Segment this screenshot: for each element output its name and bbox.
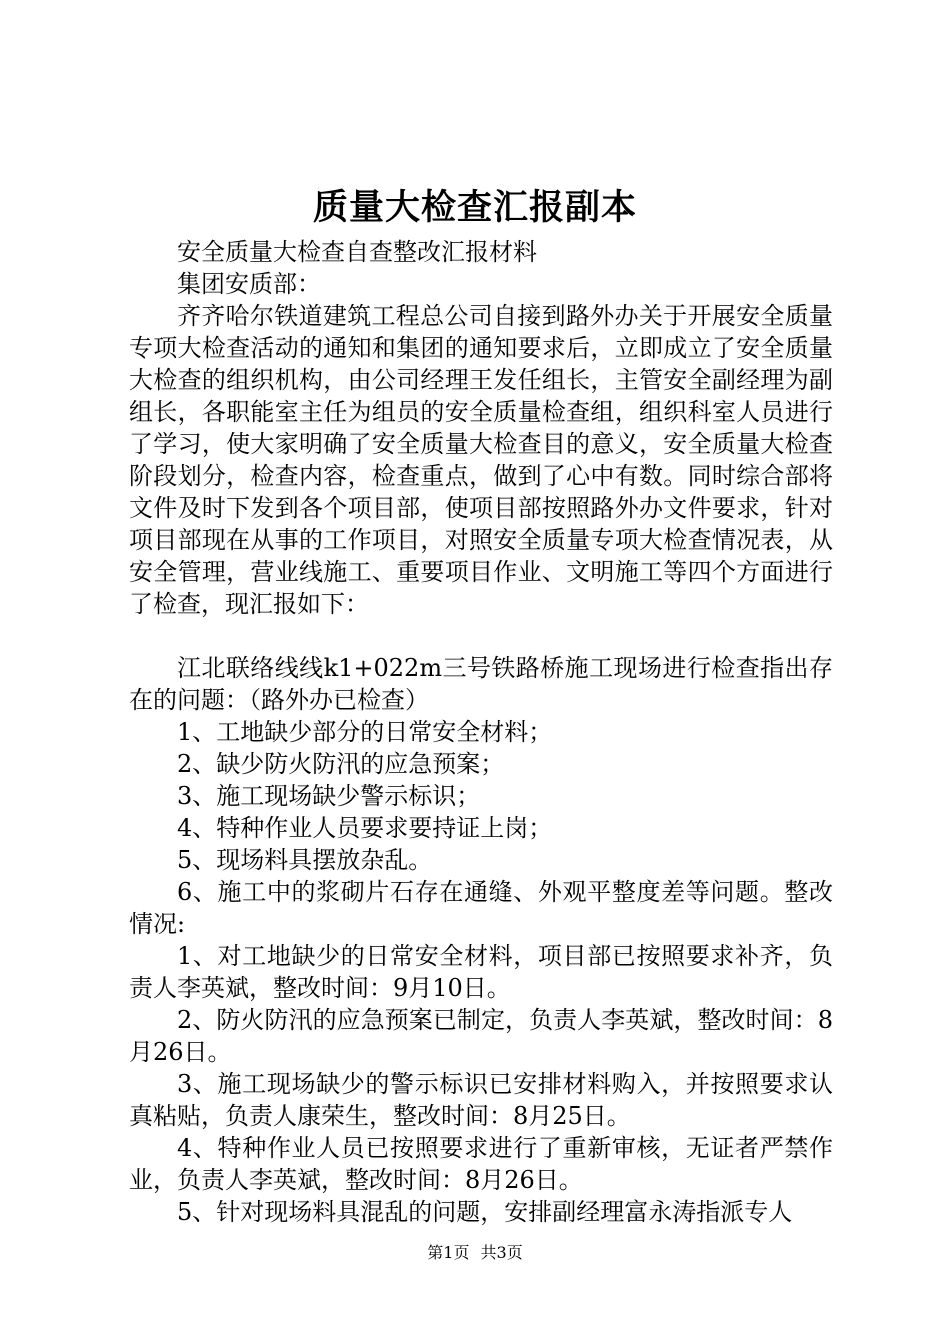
issue-item-2: 2、缺少防火防汛的应急预案； [177, 750, 505, 778]
issue-item-5: 5、现场料具摆放杂乱。 [177, 846, 433, 874]
page-number: 第1页 [427, 1243, 470, 1262]
rectification-item-3: 3、施工现场缺少的警示标识已安排材料购入，并按照要求认真粘贴，负责人康荣生，整改时间：8月25日。 [129, 1070, 833, 1130]
paragraph-inspection: 江北联络线线k1+022m三号铁路桥施工现场进行检查指出存在的问题：（路外办已检查） [129, 654, 833, 714]
paragraph-blank [129, 620, 833, 652]
issue-item-1: 1、工地缺少部分的日常安全材料； [177, 718, 553, 746]
rectification-item-5: 5、针对现场料具混乱的问题，安排副经理富永涛指派专人 [177, 1198, 793, 1226]
issue-item-6: 6、施工中的浆砌片石存在通缝、外观平整度差等问题。整改情况: [129, 878, 833, 938]
rectification-item-1: 1、对工地缺少的日常安全材料，项目部已按照要求补齐，负责人李英斌，整改时间：9月10日。 [129, 942, 833, 1002]
document-title: 质量大检查汇报副本 [312, 187, 637, 228]
issue-item-4: 4、特种作业人员要求要持证上岗； [177, 814, 553, 842]
paragraph-recipient: 集团安质部： [177, 270, 321, 298]
page-total: 共3页 [480, 1243, 523, 1262]
paragraph-subtitle: 安全质量大检查自查整改汇报材料 [177, 238, 537, 266]
rectification-item-2: 2、防火防汛的应急预案已制定，负责人李英斌，整改时间：8月26日。 [129, 1006, 833, 1066]
document-body [129, 236, 833, 1228]
page-footer [0, 1243, 950, 1263]
issue-item-3: 3、施工现场缺少警示标识； [177, 782, 481, 810]
paragraph-intro: 齐齐哈尔铁道建筑工程总公司自接到路外办关于开展安全质量专项大检查活动的通知和集团的通知要求后，立即成立了安全质量大检查的组织机构，由公司经理王发任组长，主管安全副经理为副组长，各职能室主任为组员的安全质量检查组，组织科室人员进行了学习，使大家明确了安全质量大检查目的意义，安全质量大检查阶段划分，检查内容，检查重点，做到了心中有数。同时综合部将文件及时下发到各个项目部，使项目部按照路外办文件要求，针对项目部现在从事的工作项目，对照安全质量专项大检查情况表，从安全管理，营业线施工、重要项目作业、文明施工等四个方面进行了检查，现汇报如下： [129, 302, 833, 618]
rectification-item-4: 4、特种作业人员已按照要求进行了重新审核，无证者严禁作业，负责人李英斌，整改时间：8月26日。 [129, 1134, 833, 1194]
